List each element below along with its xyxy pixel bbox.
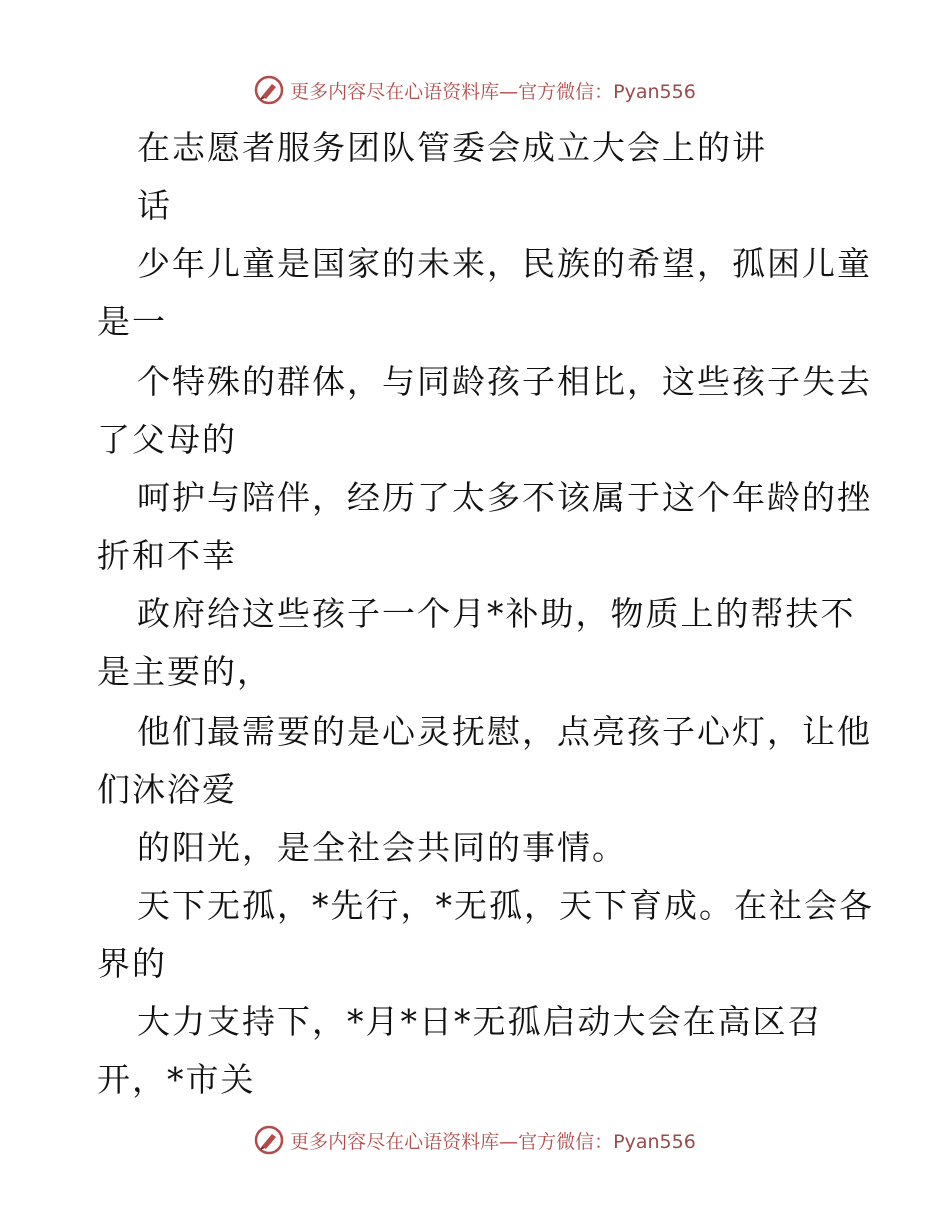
pen-nib-logo-icon	[254, 75, 284, 105]
doc-line: 话	[137, 186, 172, 225]
footer-watermark	[0, 1120, 950, 1160]
doc-line: 在志愿者服务团队管委会成立大会上的讲	[137, 128, 767, 167]
doc-line: 少年儿童是国家的未来，民族的希望，孤困儿童	[137, 244, 872, 283]
doc-line: 是主要的，	[97, 652, 272, 691]
doc-line: 是一	[97, 302, 167, 341]
watermark-label: 更多内容尽在心语资料库—官方微信：	[290, 80, 614, 103]
doc-line: 政府给这些孩子一个月*补助，物质上的帮扶不	[137, 594, 856, 633]
watermark-wechat-id: Pyan556	[613, 1130, 696, 1153]
doc-line: 呵护与陪伴，经历了太多不该属于这个年龄的挫	[137, 478, 872, 517]
doc-line: 折和不幸	[97, 536, 237, 575]
doc-line: 们沐浴爱	[97, 770, 237, 809]
doc-line: 开，*市关	[97, 1060, 256, 1099]
doc-line: 的阳光，是全社会共同的事情。	[137, 828, 627, 867]
pen-nib-logo-icon	[254, 1125, 284, 1155]
watermark-label: 更多内容尽在心语资料库—官方微信：	[290, 1130, 614, 1153]
doc-line: 大力支持下，*月*日*无孤启动大会在高区召	[137, 1002, 823, 1041]
watermark-text	[290, 1127, 696, 1154]
doc-line: 天下无孤，*先行，*无孤，天下育成。在社会各	[137, 886, 874, 925]
doc-line: 他们最需要的是心灵抚慰，点亮孩子心灯，让他	[137, 712, 872, 751]
doc-line: 界的	[97, 944, 167, 983]
doc-line: 个特殊的群体，与同龄孩子相比，这些孩子失去	[137, 362, 872, 401]
doc-line: 了父母的	[97, 420, 237, 459]
watermark-wechat-id: Pyan556	[613, 80, 696, 103]
header-watermark	[0, 70, 950, 110]
watermark-text	[290, 77, 696, 104]
